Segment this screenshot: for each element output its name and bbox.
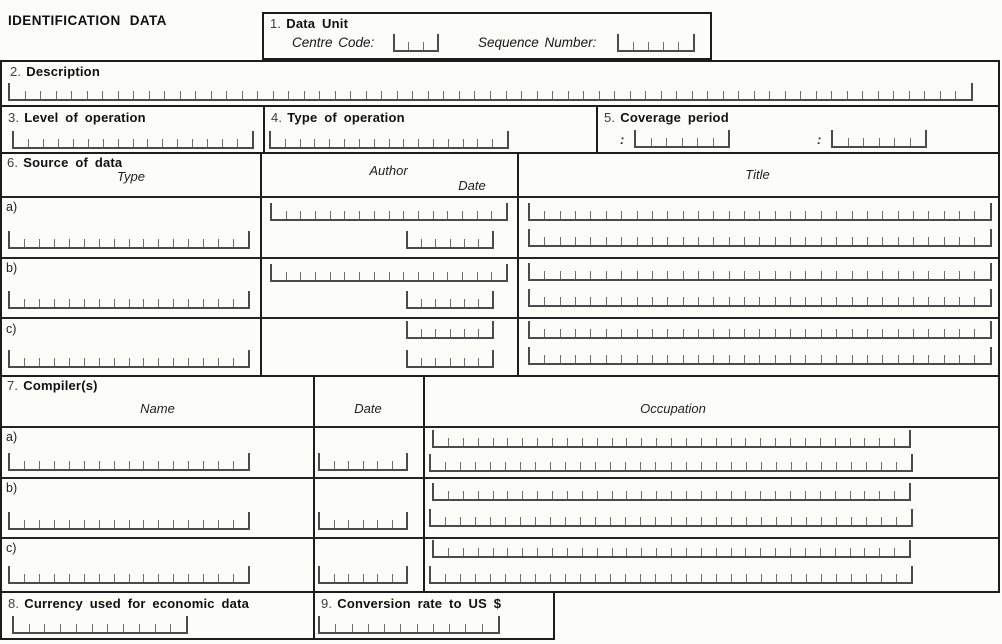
source-of-data-number: 6. bbox=[7, 155, 19, 170]
source-col-author: Author bbox=[369, 163, 408, 178]
sequence-number-input[interactable] bbox=[617, 34, 695, 52]
currency-row-section bbox=[0, 591, 555, 640]
coverage-period-number: 5. bbox=[604, 110, 616, 125]
level-of-operation-input[interactable] bbox=[12, 131, 254, 149]
form-title: IDENTIFICATION DATA bbox=[8, 13, 167, 28]
source-row-rule-1 bbox=[2, 257, 998, 259]
compiler-a-name-input[interactable] bbox=[8, 453, 250, 471]
compilers-col-occupation: Occupation bbox=[640, 401, 706, 416]
source-header-rule bbox=[2, 196, 998, 198]
source-col-date: Date bbox=[458, 178, 486, 193]
source-b-author-input[interactable] bbox=[270, 264, 508, 282]
source-a-author-input[interactable] bbox=[270, 203, 508, 221]
centre-code-label: Centre Code: bbox=[292, 35, 375, 50]
compiler-row-c-label: c) bbox=[6, 541, 17, 555]
source-c-title-line1-input[interactable] bbox=[528, 321, 992, 339]
source-a-type-input[interactable] bbox=[8, 231, 250, 249]
type-of-operation-number: 4. bbox=[271, 110, 283, 125]
source-b-title-line1-input[interactable] bbox=[528, 263, 992, 281]
level-of-operation-label: 3. Level of operation bbox=[8, 110, 146, 125]
source-b-date-input[interactable] bbox=[406, 291, 494, 309]
type-of-operation-input[interactable] bbox=[269, 131, 509, 149]
conversion-rate-number: 9. bbox=[321, 596, 333, 611]
data-unit-number: 1. bbox=[270, 16, 282, 31]
divider-4-5 bbox=[596, 107, 598, 152]
compiler-a-occupation-line1-input[interactable] bbox=[432, 430, 911, 448]
currency-number: 8. bbox=[8, 596, 20, 611]
data-unit-box bbox=[262, 12, 712, 60]
currency-label: 8. Currency used for economic data bbox=[8, 596, 250, 611]
compiler-b-name-input[interactable] bbox=[8, 512, 250, 530]
centre-code-input[interactable] bbox=[393, 34, 439, 52]
divider-8-9 bbox=[313, 593, 315, 638]
compiler-c-date-input[interactable] bbox=[318, 566, 408, 584]
source-c-date2-input[interactable] bbox=[406, 350, 494, 368]
source-a-title-line1-input[interactable] bbox=[528, 203, 992, 221]
compiler-b-occupation-line1-input[interactable] bbox=[432, 483, 911, 501]
source-c-type-input[interactable] bbox=[8, 350, 250, 368]
source-col-type: Type bbox=[117, 169, 145, 184]
compiler-c-occupation-line2-input[interactable] bbox=[429, 566, 913, 584]
compiler-row-b-label: b) bbox=[6, 481, 18, 495]
source-b-type-input[interactable] bbox=[8, 291, 250, 309]
coverage-to-input[interactable] bbox=[831, 130, 927, 148]
source-c-title-line2-input[interactable] bbox=[528, 347, 992, 365]
compiler-b-date-input[interactable] bbox=[318, 512, 408, 530]
compilers-col-name: Name bbox=[140, 401, 175, 416]
divider-type-author bbox=[260, 154, 262, 375]
type-of-operation-label: 4. Type of operation bbox=[271, 110, 405, 125]
source-col-title: Title bbox=[745, 167, 770, 182]
description-label: 2. Description bbox=[10, 64, 100, 79]
compilers-number: 7. bbox=[7, 378, 19, 393]
source-c-date1-input[interactable] bbox=[406, 321, 494, 339]
source-row-rule-2 bbox=[2, 317, 998, 319]
description-section bbox=[0, 60, 1000, 107]
compiler-row-a-label: a) bbox=[6, 430, 18, 444]
divider-3-4 bbox=[263, 107, 265, 152]
source-row-b-label: b) bbox=[6, 261, 18, 275]
source-row-c-label: c) bbox=[6, 322, 17, 336]
coverage-period-label: 5. Coverage period bbox=[604, 110, 729, 125]
compiler-c-occupation-line1-input[interactable] bbox=[432, 540, 911, 558]
compiler-a-occupation-line2-input[interactable] bbox=[429, 454, 913, 472]
source-row-a-label: a) bbox=[6, 200, 18, 214]
conversion-rate-label: 9. Conversion rate to US $ bbox=[321, 596, 502, 611]
description-input[interactable] bbox=[8, 83, 973, 101]
sequence-number-label: Sequence Number: bbox=[478, 35, 597, 50]
compilers-label: 7. Compiler(s) bbox=[7, 378, 98, 393]
compilers-section bbox=[0, 375, 1000, 593]
level-of-operation-number: 3. bbox=[8, 110, 20, 125]
compilers-col-date: Date bbox=[354, 401, 382, 416]
source-a-title-line2-input[interactable] bbox=[528, 229, 992, 247]
compilers-header-rule bbox=[2, 426, 998, 428]
compilers-row-rule-2 bbox=[2, 537, 998, 539]
compilers-row-rule-1 bbox=[2, 477, 998, 479]
operation-row-section bbox=[0, 105, 1000, 154]
source-a-date-input[interactable] bbox=[406, 231, 494, 249]
coverage-from-input[interactable] bbox=[634, 130, 730, 148]
source-b-title-line2-input[interactable] bbox=[528, 289, 992, 307]
source-of-data-label: 6. Source of data bbox=[7, 155, 123, 170]
source-of-data-section bbox=[0, 152, 1000, 377]
data-unit-label: 1. Data Unit bbox=[270, 16, 349, 31]
currency-input[interactable] bbox=[12, 616, 188, 634]
coverage-from-colon: : bbox=[620, 132, 625, 147]
coverage-to-colon: : bbox=[817, 132, 822, 147]
conversion-rate-input[interactable] bbox=[318, 616, 500, 634]
compiler-a-date-input[interactable] bbox=[318, 453, 408, 471]
description-number: 2. bbox=[10, 64, 22, 79]
compiler-c-name-input[interactable] bbox=[8, 566, 250, 584]
compiler-b-occupation-line2-input[interactable] bbox=[429, 509, 913, 527]
